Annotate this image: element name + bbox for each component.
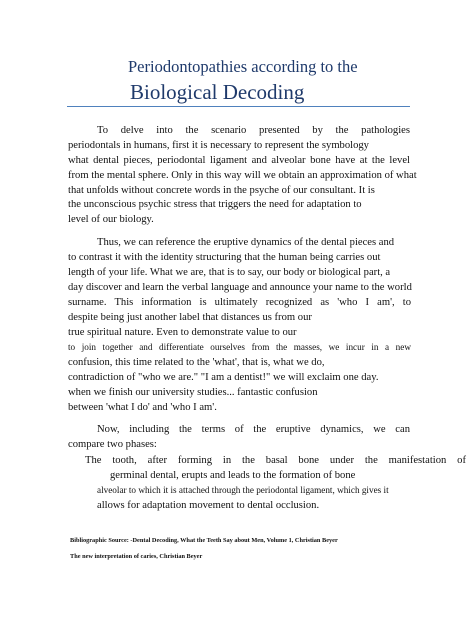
text-line: the unconscious psychic stress that triggers the need for adaptation to xyxy=(68,199,362,210)
document-title-line-2: Biological Decoding xyxy=(130,80,305,104)
text-line: when we finish our university studies... fantastic confusion xyxy=(68,387,318,398)
text-line: To delve into the scenario presented by the pathologies xyxy=(97,125,410,136)
text-line: from the mental sphere. Only in this way will we obtain an approximation of what xyxy=(68,170,417,181)
text-line: confusion, this time related to the 'what', that is, what we do, xyxy=(68,357,325,368)
text-line: Thus, we can reference the eruptive dynamics of the dental pieces and xyxy=(97,237,395,248)
text-line: alveolar to which it is attached through the periodontal ligament, which gives it xyxy=(97,485,389,495)
text-line: that unfolds without concrete words in the psyche of our consultant. It is xyxy=(68,185,375,196)
text-line: true spiritual nature. Even to demonstrate value to our xyxy=(68,327,297,338)
text-line: between 'what I do' and 'who I am'. xyxy=(68,402,217,413)
text-line: length of your life. What we are, that is to say, our body or biological part, a xyxy=(68,267,391,278)
text-line: contradiction of "who we are." "I am a dentist!" we will exclaim one day. xyxy=(68,372,379,383)
text-line: despite being just another label that distances us from our xyxy=(68,312,312,323)
document-title-line-1: Periodontopathies according to the xyxy=(128,57,358,76)
text-line: surname. This information is ultimately recognized as 'who I am', to xyxy=(68,297,411,308)
text-line: allows for adaptation movement to dental occlusion. xyxy=(97,500,320,511)
text-line: Now, including the terms of the eruptive dynamics, we can xyxy=(97,424,410,435)
text-line: to join together and differentiate ourselves from the masses, we incur in a new xyxy=(68,342,411,352)
text-line: periodontals in humans, first it is necessary to represent the symbology xyxy=(68,140,369,151)
bibliography-reference: The new interpretation of caries, Christian Beyer xyxy=(70,553,203,560)
text-line: level of our biology. xyxy=(68,214,154,225)
text-line: germinal dental, erupts and leads to the formation of bone xyxy=(110,470,356,481)
text-line: The tooth, after forming in the basal bone under the manifestation of xyxy=(85,455,466,466)
text-line: what dental pieces, periodontal ligament and alveolar bone have at the level xyxy=(68,155,410,166)
text-line: to contrast it with the identity structuring that the human being carries out xyxy=(68,252,381,263)
title-divider xyxy=(67,106,410,107)
bibliography-source: Bibliographic Source: -Dental Decoding, What the Teeth Say about Men, Volume 1, Christian Beyer xyxy=(70,537,338,544)
text-line: compare two phases: xyxy=(68,439,157,450)
text-line: day discover and learn the verbal language and announce your name to the world xyxy=(68,282,412,293)
